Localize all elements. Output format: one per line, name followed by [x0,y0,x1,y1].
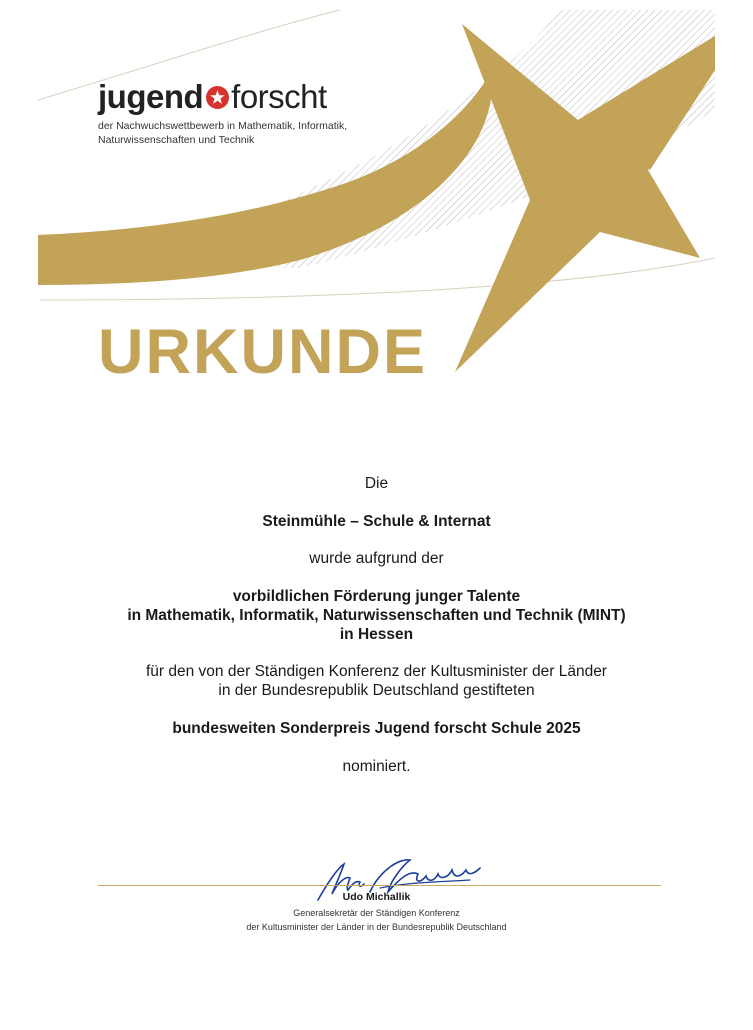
reason-line-3: in Hessen [339,626,414,643]
signatory-role-line-1: Generalsekretär der Ständigen Konferenz [293,908,460,918]
sponsor-line-1: für den von der Ständigen Konferenz der Kultusminister der Länder [146,663,607,680]
signatory-role-line-2: der Kultusminister der Länder in der Bundesrepublik Deutschland [246,922,507,932]
logo-word-jugend: jugend [98,78,204,115]
intro-text: Die [364,475,389,492]
jugend-forscht-logo [98,80,327,114]
reason-intro: wurde aufgrund der [309,550,444,567]
reason-line-1: vorbildlichen Förderung junger Talente [232,588,521,605]
certificate-title: URKUNDE [98,317,427,387]
signatory-name: Udo Michallik [342,891,411,903]
logo-star-badge-icon [206,86,229,109]
signatory-role [0,906,753,934]
signature-line [98,885,661,886]
logo-tagline [98,119,418,147]
prize-name: bundesweiten Sonderpreis Jugend forscht Schule 2025 [172,720,581,737]
reason-line-2: in Mathematik, Informatik, Naturwissenschaften und Technik (MINT) [127,607,626,624]
logo-word-forscht: forscht [231,78,327,115]
tagline-line-2: Naturwissenschaften und Technik [98,134,255,146]
outcome-text: nominiert. [342,758,411,775]
tagline-line-1: der Nachwuchswettbewerb in Mathematik, Informatik, [98,120,348,132]
sponsor-line-2: in der Bundesrepublik Deutschland gestifteten [218,682,535,699]
recipient-name: Steinmühle – Schule & Internat [262,513,491,530]
